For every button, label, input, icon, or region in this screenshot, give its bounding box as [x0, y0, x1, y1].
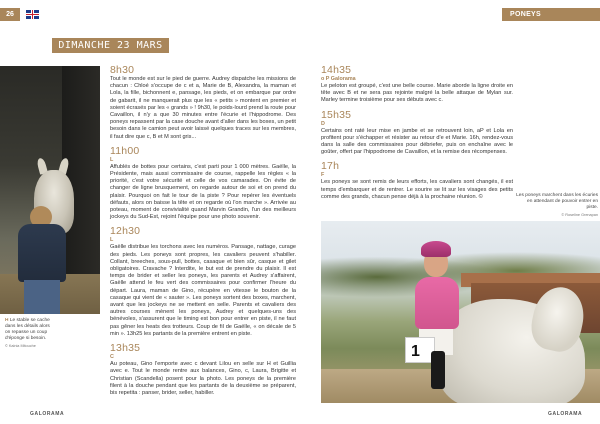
section-time: 12h30 — [110, 225, 141, 238]
section-time: 14h35 — [321, 64, 352, 76]
section-1335 — [110, 342, 296, 397]
jockey-figure — [415, 277, 459, 329]
section-1700 — [321, 160, 513, 201]
section-time: 8h30 — [110, 64, 135, 76]
section-subtitle: L — [110, 237, 114, 244]
left-column — [110, 64, 296, 401]
page-number-tab: 26 — [0, 8, 20, 21]
section-time: 13h35 — [110, 342, 141, 355]
caption-code: H — [5, 318, 9, 323]
section-time: 11h00 — [110, 144, 140, 157]
section-body: Au poteau, Gino l'emporte avec c devant Lilou en selle sur H et Guillia avec e. Tout le monde rentre aux balances, Gino, c, Laura, Brigitte et Christian (Scandella) posent pour la photo. Les poneys de la première filent à la douche pendant que les partants de la deuxième se préparent, bis repetita : panser, brider, seller, habiller. — [110, 361, 296, 396]
section-1100 — [110, 145, 296, 222]
section-0830 — [110, 64, 296, 141]
section-subtitle: L — [110, 156, 114, 163]
section-body: Les poneys se sont remis de leurs efforts, les cavaliers sont changés, il est temps d'embarquer et de rentrer. Le sourire se lit sur les visages des petits comme des grands, chacun pense déjà à la prochaine réunion. © — [321, 179, 513, 200]
right-photo-caption — [516, 193, 598, 218]
right-column — [321, 64, 513, 205]
helmet-icon — [421, 241, 451, 257]
section-subtitle: C — [110, 354, 114, 361]
date-banner: DIMANCHE 23 MARS — [52, 38, 169, 53]
child-figure — [18, 224, 66, 282]
photo-credit: © Kalnia Mitouche — [5, 344, 36, 348]
section-1230 — [110, 225, 296, 338]
section-subtitle: o P Galorama — [321, 76, 356, 82]
section-body: Certains ont raté leur mise en jambe et se retrouvent loin, aP et Lola en profitent pour s'échapper et résister au retour d'e et Marie. 16h, rendez-vous dans la salle des commissaires pour débriefer, puis on enchaîne avec le goûter, offert par l'hippodrome de Cavaillon, et la remise des récompenses. — [321, 127, 513, 156]
section-subtitle: D — [321, 120, 325, 127]
section-tab: PONEYS — [502, 8, 600, 21]
section-body: Affublés de bottes pour certains, c'est parti pour 1 000 mètres. Gaëlle, la Présidente, mais aussi commissaire de course, rappelle les règles « la priorité, c'est votre sécurité et celle de vos camarades. On évite de changer de ligne brusquement, on regarde autour de soi et on prend du plaisir. Pourquoi on fait le tour de la piste ? Pour repérer les éventuels défauts, alors on baisse la tête et on regarde où l'on marche ». Arrivée au poteau, moment de convivialité quand Marvin Grandin, l'un des meilleurs jockeys du Sud-Est, rejoint l'équipe pour une photo souvenir. — [110, 163, 296, 221]
saddle-number: 1 — [411, 343, 420, 360]
footer-logo-right: GALORAMA — [548, 411, 583, 417]
section-body: Gaëlle distribue les torchons avec les numéros. Pansage, nattage, curage des pieds. Les poneys sont propres, les cavaliers peuvent s'habiller. Collant, breeches, sous-pull, bottes, casaque et bien sûr, casque et gilet obligatoires. Cravache ? Interdite, le but est de prendre du plaisir. Il est temps de brider et seller les poneys, les parents et Audrey s'affairent, Gaëlle attend le feu vert des commissaires pour confirmer l'heure du départ. Laura, maman de Gino, récupère en vitesse le bouton de la casaque qui vient de « sauter ». Les poneys sortent des boxes, marchent, avant que les jockeys ne se mettent en selle. Parents et cavaliers des autres courses mènent les poneys, Audrey et quelques-uns des bénévoles, s'assurent que le timing est bon pour entrer en piste, il ne faut pas gêner les heats des trotteurs. Coup de fil de Gaëlle, « on décale de 5 min ». 13h25 les partants de la première entrent en piste. — [110, 244, 296, 337]
section-body: Tout le monde est sur le pied de guerre. Audrey dispatche les missions de chacun : Chloé s'occupe de c et a, Marie de B, Alexandra, la maman et Lola, la fille, bichonnent e, pansage, les pieds, et on embarque par ordre de gabarit, il ne manquerait plus que les « petits » montent en premier et soient écrasés par les « grands » ! 9h30, le poids-lourd prend la route pour Cavaillon, il n'y a que 30 minutes entre l'écurie et l'hippodrome. Des poneys repassent par la case douche avant d'aller dans les boxes, un petit besoin dans le camion peut avoir laissé quelques traces sur les membres, il faut dire que c, B et M sont gris... — [110, 76, 296, 140]
section-time: 17h — [321, 160, 340, 173]
photo-credit: © Roseline Grenapan — [561, 213, 598, 217]
footer-logo-left: GALORAMA — [30, 411, 65, 417]
section-body: Le peloton est groupé, c'est une belle course. Marie aborde la ligne droite en tête avec B et ne sera pas rejointe malgré la belle attaque de Mylan sur. Marley termine troisième pour ses débuts avec c. — [321, 83, 513, 104]
caption-text: Le stable se cache dans les détails alors on repasse un coup d'éponge si besoin. — [5, 318, 50, 341]
section-subtitle: F — [321, 172, 325, 179]
section-1435 — [321, 64, 513, 105]
left-photo-caption — [5, 318, 51, 349]
caption-text: Les poneys marchent dans les écuries en attendant de pouvoir entrer en piste. — [516, 193, 598, 210]
section-1535 — [321, 109, 513, 157]
stable-photo — [0, 66, 100, 314]
race-pony-photo — [321, 221, 600, 403]
section-time: 15h35 — [321, 108, 352, 121]
uk-flag-icon[interactable] — [26, 10, 39, 19]
